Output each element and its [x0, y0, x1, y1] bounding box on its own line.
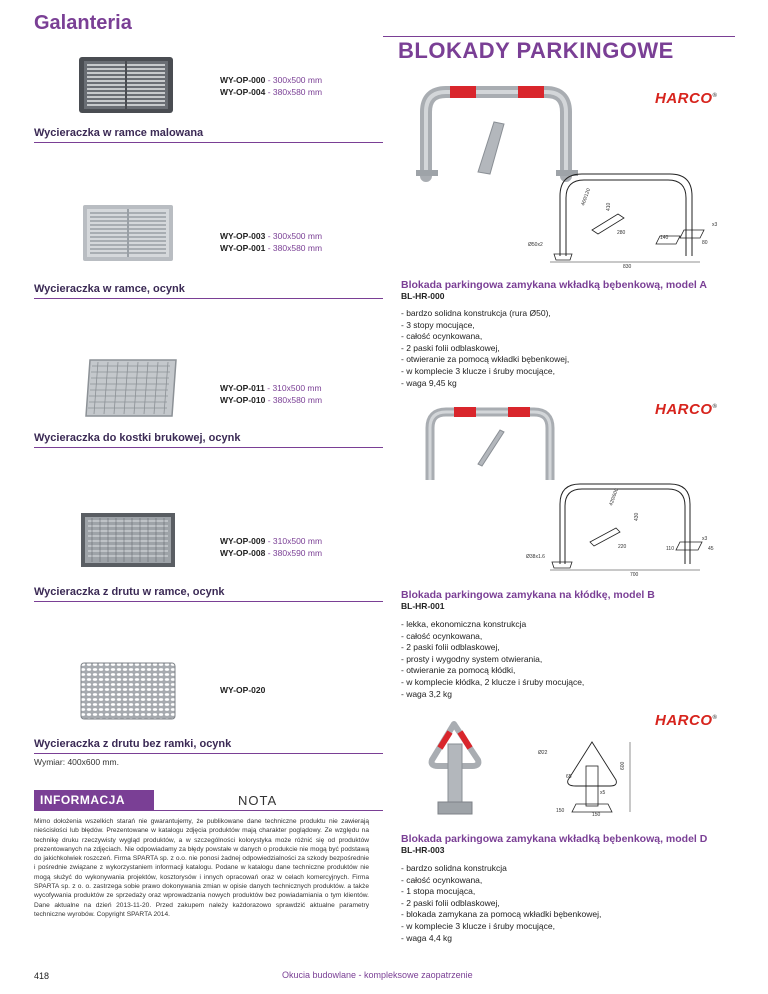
- svg-text:140: 140: [660, 235, 669, 241]
- doormat-painted-frame-image: [78, 56, 174, 114]
- svg-text:x3: x3: [702, 536, 708, 542]
- doormat-paving-image: [84, 356, 178, 420]
- svg-text:Ø50x2: Ø50x2: [528, 242, 543, 248]
- parking-barrier-b-drawing: [520, 466, 735, 578]
- divider: [34, 601, 383, 602]
- svg-text:420/600: 420/600: [608, 487, 621, 507]
- svg-text:80: 80: [702, 240, 708, 246]
- divider: [34, 753, 383, 754]
- product-d-features: - bardzo solidna konstrukcja - całość ocynkowana, - 1 stopa mocująca, - 2 paski folii odblaskowej, - blokada zamykana za pomocą wkładki bębenkowej, - w komplecie 3 klucze i śruby mocujące, - waga 4,4 kg: [401, 863, 602, 943]
- svg-text:150: 150: [592, 812, 601, 818]
- svg-text:x5: x5: [600, 790, 606, 796]
- product-a-features: - bardzo solidna konstrukcja (rura Ø50), - 3 stopy mocujące, - całość ocynkowana, - 2 paski folii odblaskowej, - otwieranie za pomocą wkładki bębenkowej, - w komplecie 3 klucze i śruby mocujące, - waga 9,45 kg: [401, 308, 570, 388]
- doormat-codes-3: WY-OP-011 - 310x500 mm WY-OP-010 - 380x580 mm: [220, 383, 323, 405]
- harco-logo: HARCO®: [655, 90, 718, 107]
- product-b-features: - lekka, ekonomiczna konstrukcja - całość ocynkowana, - 2 paski folii odblaskowej, - prosty i wygodny system otwierania, - otwieranie za pomocą kłódki, - w komplecie kłódka, 2 klucze i śruby mocujące, - waga 3,2 kg: [401, 619, 585, 699]
- doormat-codes-5: WY-OP-020: [220, 685, 266, 695]
- harco-logo: HARCO®: [655, 712, 718, 729]
- svg-text:65: 65: [566, 774, 572, 780]
- info-rule: [34, 810, 383, 811]
- doormat-heading-3: Wycieraczka do kostki brukowej, ocynk: [34, 432, 241, 444]
- doormat-heading-1: Wycieraczka w ramce malowana: [34, 127, 204, 139]
- divider: [34, 142, 383, 143]
- svg-text:700: 700: [630, 572, 639, 578]
- divider: [34, 298, 383, 299]
- doormat-wire-frame-image: [80, 512, 176, 568]
- product-a-title: Blokada parkingowa zamykana wkładką bębenkową, model A: [401, 279, 707, 291]
- svg-text:280: 280: [617, 230, 626, 236]
- parking-barrier-a-drawing: [520, 156, 735, 270]
- svg-text:410: 410: [606, 202, 612, 211]
- svg-text:830: 830: [623, 264, 632, 270]
- product-b-title: Blokada parkingowa zamykana na kłódkę, model B: [401, 589, 655, 601]
- svg-text:Ø22: Ø22: [538, 750, 548, 756]
- svg-text:Ø38x1.6: Ø38x1.6: [526, 554, 545, 560]
- doormat-heading-2: Wycieraczka w ramce, ocynk: [34, 283, 185, 295]
- svg-text:x3: x3: [712, 222, 718, 228]
- product-b-code: BL-HR-001: [401, 601, 445, 611]
- svg-text:460/120: 460/120: [580, 187, 593, 207]
- product-a-code: BL-HR-000: [401, 291, 445, 301]
- info-text: Mimo dołożenia wszelkich starań nie gwarantujemy, że publikowane dane techniczne produktu nie zawierają nieścisłości lub błędów. Prezentowane w katalogu zdjęcia produktów mają charakter poglądowy. Ze względu na technikę druku rzeczywisty wygląd produktów, a w szczególności kolorystyka może różnić się od produktów prezentowanych na zdjęciach. Nie odpowiadamy za błędy powstałe w danych o produkcie nie mogą być podstawą do jakichkolwiek roszczeń. Firma SPARTA sp. z o.o. nie ponosi żadnej odpowiedzialności za szkody bezpośrednie i pośrednie związane z wykorzystaniem informacji katalogu. Podane w katalogu dane techniczne produktów nie mogą służyć do wykonywania projektów, kosztorysów i innych opracowań oraz w celach komercyjnych. Firma SPARTA sp. z o. o. zastrzega sobie prawo dokonywania zmian w opisie danych technicznych produktów. a także wycofywania produktów ze sprzedaży oraz wprowadzania nowych produktów bez powiadamiania o tym klientów. Dane aktualne na dzień 2013-11-20. Przed zakupem należy każdorazowo sprawdzić aktualne parametry techniczne wyrobów. Copyright SPARTA 2014.: [34, 818, 369, 918]
- svg-text:110: 110: [666, 546, 674, 552]
- footer-text: Okucia budowlane - kompleksowe zaopatrzenie: [282, 970, 473, 980]
- page-number: 418: [34, 971, 50, 981]
- doormat-heading-5: Wycieraczka z drutu bez ramki, ocynk: [34, 738, 232, 750]
- parking-barrier-d-photo: [420, 718, 490, 818]
- doormat-wire-no-frame-image: [80, 662, 176, 720]
- title-rule: [383, 36, 735, 37]
- divider: [34, 447, 383, 448]
- svg-text:430: 430: [634, 512, 640, 521]
- svg-text:220: 220: [618, 544, 627, 550]
- svg-text:45: 45: [708, 546, 714, 552]
- info-label: INFORMACJA: [34, 790, 154, 810]
- parking-barrier-d-drawing: [520, 736, 640, 816]
- doormat-codes-1: WY-OP-000 - 300x500 mm WY-OP-004 - 380x580 mm: [220, 75, 323, 97]
- svg-text:150: 150: [556, 808, 565, 814]
- doormat-codes-4: WY-OP-009 - 310x500 mm WY-OP-008 - 380x590 mm: [220, 536, 323, 558]
- page-title: BLOKADY PARKINGOWE: [398, 38, 674, 63]
- doormat-heading-4: Wycieraczka z drutu w ramce, ocynk: [34, 586, 225, 598]
- product-d-code: BL-HR-003: [401, 845, 445, 855]
- doormat-codes-2: WY-OP-003 - 300x500 mm WY-OP-001 - 380x580 mm: [220, 231, 323, 253]
- product-d-title: Blokada parkingowa zamykana wkładką bębenkową, model D: [401, 833, 708, 845]
- doormat-galvanized-frame-image: [82, 204, 174, 262]
- section-title: Galanteria: [34, 12, 132, 34]
- svg-text:600: 600: [620, 761, 626, 770]
- harco-logo: HARCO®: [655, 401, 718, 418]
- doormat-dimension-note: Wymiar: 400x600 mm.: [34, 757, 119, 767]
- nota-label: NOTA: [238, 793, 278, 808]
